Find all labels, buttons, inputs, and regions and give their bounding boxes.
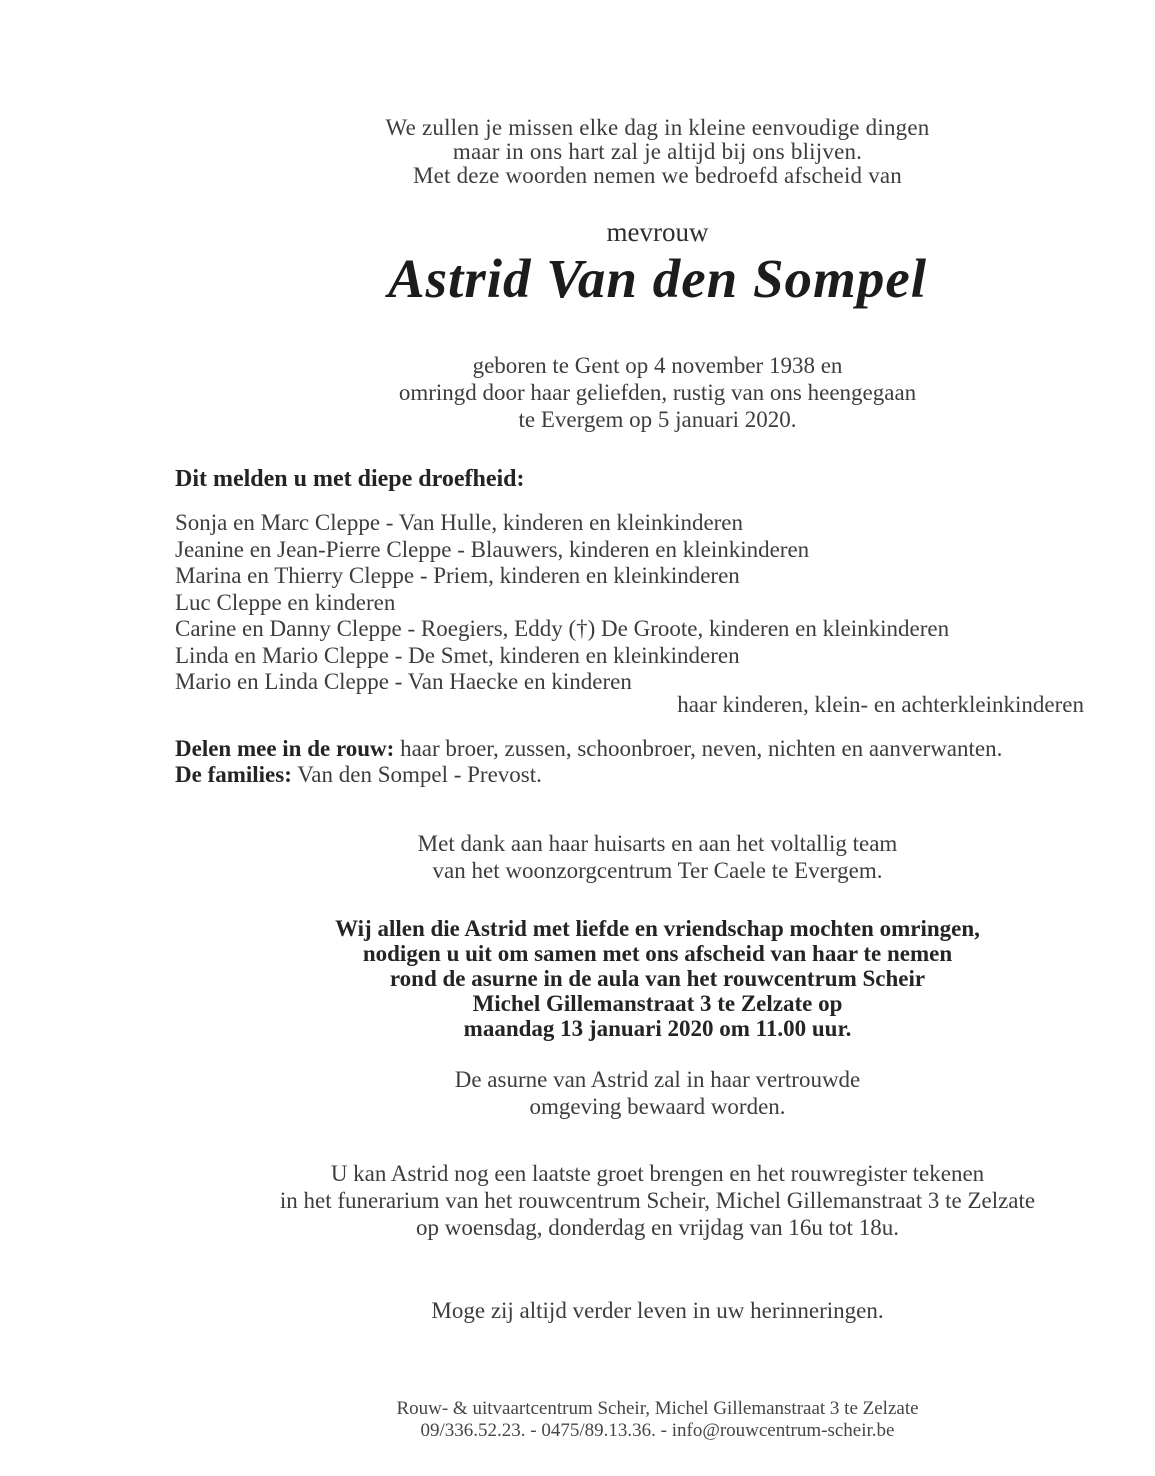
urn-line: De asurne van Astrid zal in haar vertrouwde bbox=[454, 1067, 861, 1092]
mourning-line bbox=[175, 736, 1140, 762]
intro-line: We zullen je missen elke dag in kleine eenvoudige dingen bbox=[385, 115, 930, 140]
visitation-info bbox=[175, 1160, 1140, 1241]
life-line: geboren te Gent op 4 november 1938 en bbox=[472, 353, 843, 378]
family-line: Luc Cleppe en kinderen bbox=[175, 589, 396, 615]
visitation-line: op woensdag, donderdag en vrijdag van 16u tot 18u. bbox=[416, 1215, 899, 1240]
funeral-home-footer bbox=[175, 1398, 1140, 1442]
mourning-text: haar broer, zussen, schoonbroer, neven, nichten en aanverwanten. bbox=[394, 736, 1003, 761]
closing-line: Moge zij altijd verder leven in uw herinneringen. bbox=[431, 1298, 884, 1323]
family-line: Linda en Mario Cleppe - De Smet, kinderen en kleinkinderen bbox=[175, 642, 740, 668]
descendants-line: haar kinderen, klein- en achterkleinkinderen bbox=[677, 692, 1084, 717]
invitation-line: Michel Gillemanstraat 3 te Zelzate op bbox=[472, 991, 843, 1016]
visitation-line: U kan Astrid nog een laatste groet brengen en het rouwregister tekenen bbox=[330, 1161, 985, 1186]
contact-line: 09/336.52.23. - 0475/89.13.36. - info@rouwcentrum-scheir.be bbox=[420, 1420, 895, 1441]
intro-quote bbox=[175, 116, 1140, 188]
urn-note bbox=[175, 1066, 1140, 1120]
mourning-section bbox=[175, 736, 1140, 788]
thanks-section bbox=[175, 830, 1140, 884]
families-line bbox=[175, 762, 1140, 788]
family-line: Marina en Thierry Cleppe - Priem, kinderen en kleinkinderen bbox=[175, 563, 740, 588]
visitation-line: in het funerarium van het rouwcentrum Scheir, Michel Gillemanstraat 3 te Zelzate bbox=[279, 1188, 1036, 1213]
honorific: mevrouw bbox=[606, 217, 709, 247]
family-list bbox=[175, 510, 1140, 696]
thanks-line: van het woonzorgcentrum Ter Caele te Evergem. bbox=[432, 858, 883, 883]
family-line: Carine en Danny Cleppe - Roegiers, Eddy (†) De Groote, kinderen en kleinkinderen bbox=[175, 616, 950, 641]
invitation-line: nodigen u uit om samen met ons afscheid van haar te nemen bbox=[362, 941, 953, 966]
invitation-line: rond de asurne in de aula van het rouwcentrum Scheir bbox=[389, 966, 926, 991]
life-line: omringd door haar geliefden, rustig van ons heengegaan bbox=[398, 380, 917, 405]
mourning-label: Delen mee in de rouw: bbox=[175, 736, 395, 761]
funeral-home-line: Rouw- & uitvaartcentrum Scheir, Michel Gillemanstraat 3 te Zelzate bbox=[396, 1398, 919, 1419]
families-text: Van den Sompel - Prevost. bbox=[291, 762, 542, 787]
life-line: te Evergem op 5 januari 2020. bbox=[518, 407, 797, 432]
urn-line: omgeving bewaard worden. bbox=[529, 1094, 786, 1119]
intro-line: maar in ons hart zal je altijd bij ons blijven. bbox=[452, 139, 863, 164]
life-dates bbox=[175, 352, 1140, 433]
thanks-line: Met dank aan haar huisarts en aan het voltallig team bbox=[417, 831, 898, 856]
deceased-name: Astrid Van den Sompel bbox=[387, 248, 928, 309]
family-line: Mario en Linda Cleppe - Van Haecke en kinderen bbox=[175, 669, 632, 694]
announcement-heading: Dit melden u met diepe droefheid: bbox=[175, 466, 525, 492]
ceremony-invitation bbox=[175, 916, 1140, 1041]
families-label: De families: bbox=[175, 762, 292, 787]
invitation-line: maandag 13 januari 2020 om 11.00 uur. bbox=[463, 1016, 852, 1041]
family-line: Sonja en Marc Cleppe - Van Hulle, kinderen en kleinkinderen bbox=[175, 510, 744, 535]
intro-line: Met deze woorden nemen we bedroefd afscheid van bbox=[413, 163, 902, 188]
family-line: Jeanine en Jean-Pierre Cleppe - Blauwers, kinderen en kleinkinderen bbox=[175, 536, 810, 562]
invitation-line: Wij allen die Astrid met liefde en vriendschap mochten omringen, bbox=[335, 916, 980, 941]
